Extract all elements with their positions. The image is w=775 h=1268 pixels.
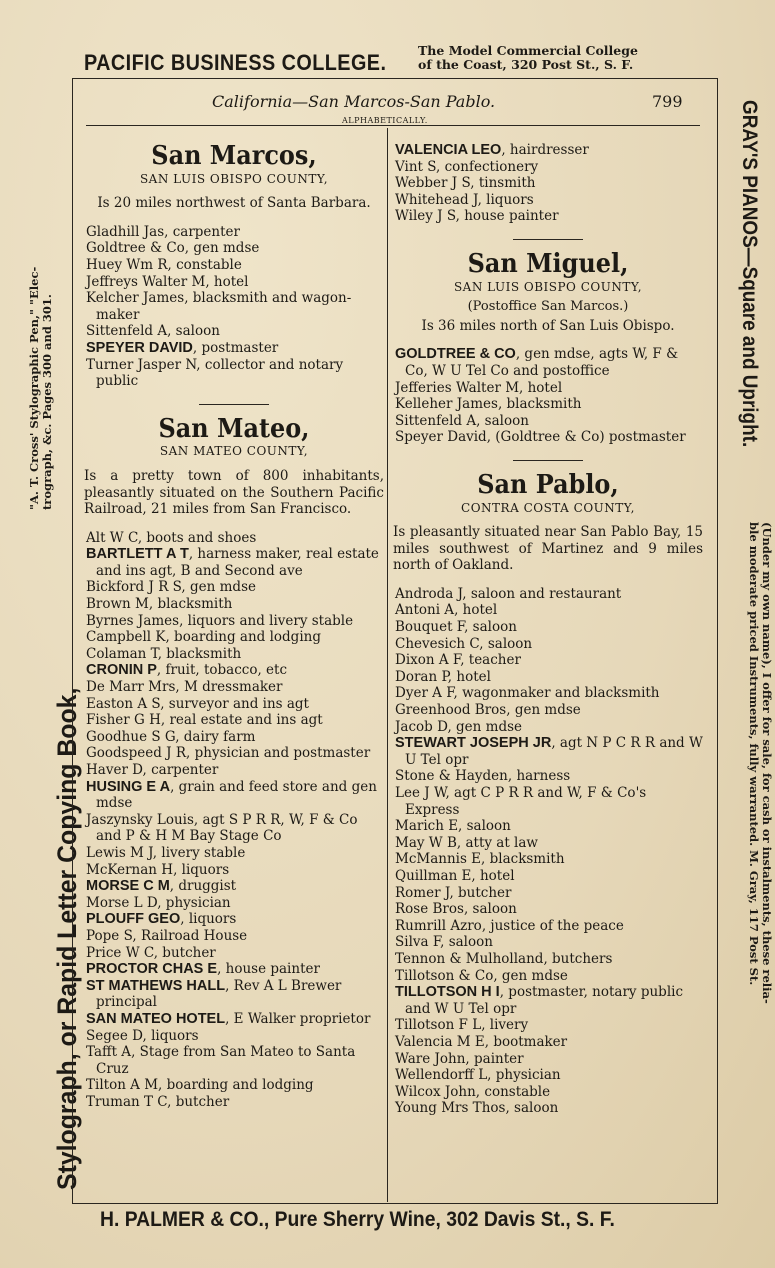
entry-name: Morse L D <box>86 894 158 911</box>
directory-entry <box>393 669 703 686</box>
bottom-advertisement: H. PALMER & CO., Pure Sherry Wine, 302 Davis St., S. F. <box>100 1208 615 1231</box>
entry-name: SAN MATEO HOTEL <box>86 1010 226 1027</box>
directory-entry <box>84 679 384 696</box>
directory-entry <box>393 1051 703 1068</box>
directory-entry <box>393 785 703 818</box>
entry-detail: , agt C P R R and W, F & Co's Express <box>405 785 647 818</box>
entry-name: Androda J <box>395 585 463 602</box>
entry-detail: , atty at law <box>456 834 538 851</box>
entry-name: Tillotson F L <box>395 1017 482 1034</box>
section-san-marcos <box>84 141 384 390</box>
entry-name: Quillman E <box>395 867 472 884</box>
top-ad-tagline-line-1: The Model Commercial College <box>418 43 638 58</box>
directory-entry <box>393 159 703 176</box>
entry-name: Wiley J S <box>395 208 456 225</box>
column-divider <box>387 128 388 1202</box>
entry-detail: , agt S P R R, W, F & Co and P & H M Bay Stage Co <box>96 811 358 845</box>
directory-entry <box>393 429 703 446</box>
entry-name: Dixon A F <box>395 652 461 669</box>
directory-entry <box>393 984 703 1017</box>
entry-name: Lee J W <box>395 785 446 801</box>
entry-detail: , wagonmaker and blacksmith <box>453 685 660 702</box>
county-label: SAN LUIS OBISPO COUNTY, <box>139 171 329 186</box>
entry-detail: , confectionery <box>436 158 539 175</box>
section-separator <box>513 239 583 240</box>
entry-detail: , livery <box>481 1017 529 1034</box>
right-ad-small <box>747 522 773 1222</box>
entry-detail: , hotel <box>205 273 249 290</box>
entry-name: Greenhood Bros <box>395 702 507 719</box>
entry-name: Tafft A <box>86 1044 132 1061</box>
entry-name: BARTLETT A T <box>86 546 189 563</box>
entry-name: May W B <box>395 834 457 851</box>
directory-entry <box>84 762 384 779</box>
entry-detail: , real estate and ins agt <box>160 712 323 729</box>
entry-name: Lewis M J <box>86 844 153 861</box>
entry-detail: , liquors <box>180 911 237 928</box>
directory-entry <box>84 978 384 1011</box>
section-san-mateo <box>84 413 384 1111</box>
entry-name: Fisher G H <box>86 712 161 729</box>
directory-entry <box>393 818 703 835</box>
entry-name: Rumrill Azro <box>395 917 482 934</box>
directory-entry <box>84 224 384 241</box>
directory-entry <box>84 1044 384 1077</box>
entry-detail: , fruit, tobacco, etc <box>156 662 288 679</box>
entry-detail: , blacksmith <box>497 396 582 413</box>
entry-detail: , agt N P C R R and W U Tel opr <box>405 735 703 768</box>
entry-name: Kelleher James <box>395 396 498 413</box>
town-description: Is 20 miles northwest of Santa Barbara. <box>97 195 371 212</box>
entry-name: Goldtree & Co <box>86 240 185 257</box>
directory-entry <box>84 895 384 912</box>
entry-name: TILLOTSON H I <box>395 984 500 1001</box>
entry-detail: , harness <box>507 768 571 785</box>
directory-entry <box>84 596 384 613</box>
town-description: Is pleasantly situated near San Pablo Bay, 15 miles southwest of Martinez and 9 miles north of Oakland. <box>393 524 703 574</box>
entry-name: VALENCIA LEO <box>395 142 502 158</box>
directory-entry <box>393 346 703 379</box>
entry-name: Romer J <box>395 884 450 901</box>
left-ad-main: Stylograph, or Rapid Letter Copying Book, <box>52 687 82 1190</box>
entry-list <box>393 346 703 446</box>
directory-entry <box>393 1084 703 1101</box>
entry-detail: , gen mdse <box>447 718 522 735</box>
entry-detail: , druggist <box>169 878 237 895</box>
entry-detail: , butcher <box>449 884 512 901</box>
section-san-marcos-continued <box>393 142 703 225</box>
entry-name: Ware John <box>395 1050 466 1067</box>
directory-entry <box>84 290 384 323</box>
entry-name: Tilton A M <box>86 1077 159 1094</box>
entry-detail: , hotel <box>447 668 491 685</box>
entry-name: Wellendorff L <box>395 1067 488 1084</box>
directory-entry <box>393 1100 703 1117</box>
entry-detail: , gen mdse, agts W, F & Co, W U Tel Co and postoffice <box>405 346 679 379</box>
entry-detail: , saloon <box>440 934 493 951</box>
directory-entry <box>84 240 384 257</box>
entry-name: Tennon & Mulholland <box>395 950 544 967</box>
entry-detail: , postmaster <box>192 339 279 356</box>
directory-entry <box>84 878 384 895</box>
entry-name: Turner Jasper N <box>86 356 197 373</box>
entry-detail: , saloon <box>464 619 517 636</box>
entry-detail: , physician <box>487 1067 561 1084</box>
entry-name: HUSING E A <box>86 778 171 795</box>
directory-entry <box>84 712 384 729</box>
entry-name: Gladhill Jas <box>86 223 165 240</box>
directory-entry <box>393 735 703 768</box>
entry-name: Goodhue S G <box>86 728 176 745</box>
entry-detail: , butchers <box>543 950 613 967</box>
entry-detail: , carpenter <box>164 223 240 240</box>
entry-detail: , blacksmith <box>148 596 233 613</box>
entry-detail: , liquors <box>173 861 230 878</box>
entry-detail: , postmaster, notary public and W U Tel opr <box>405 984 684 1017</box>
directory-entry <box>84 696 384 713</box>
entry-name: McMannis E <box>395 851 482 868</box>
top-ad-tagline <box>418 44 638 72</box>
directory-entry <box>393 702 703 719</box>
entry-detail: , liquors <box>477 191 534 208</box>
directory-entry <box>393 1017 703 1034</box>
right-ad-main: GRAY'S PIANOS—Square and Upright. <box>738 100 761 448</box>
entry-name: STEWART JOSEPH JR <box>395 735 552 752</box>
entry-detail: , livery stable <box>152 844 246 861</box>
top-ad-name: PACIFIC BUSINESS COLLEGE. <box>84 50 387 75</box>
entry-detail: , carpenter <box>142 762 219 778</box>
directory-entry <box>393 1067 703 1084</box>
entry-name: Price W C <box>86 944 154 961</box>
directory-entry <box>393 175 703 192</box>
directory-entry <box>84 729 384 746</box>
page-subtitle: ALPHABETICALLY. <box>342 116 428 125</box>
entry-detail: , constable <box>475 1083 551 1100</box>
entry-detail: , hotel <box>471 867 515 884</box>
entry-name: Dyer A F <box>395 685 454 702</box>
entry-detail: , Railroad House <box>132 927 248 944</box>
postoffice-note: (Postoffice San Marcos.) <box>467 299 629 315</box>
entry-detail: , butcher <box>153 944 216 961</box>
directory-entry <box>393 868 703 885</box>
entry-name: Segee D <box>86 1027 143 1044</box>
entry-detail: , saloon and restaurant <box>462 585 622 602</box>
entry-detail: , house painter <box>455 208 559 225</box>
entry-name: GOLDTREE & CO <box>395 346 516 363</box>
town-heading: San Marcos, <box>151 141 317 171</box>
entry-name: Bouquet F <box>395 619 465 636</box>
entry-detail: , teacher <box>460 652 521 669</box>
entry-name: Goodspeed J R <box>86 745 187 762</box>
entry-detail: , tinsmith <box>470 175 536 192</box>
directory-entry <box>84 845 384 862</box>
entry-detail: , butcher <box>167 1093 230 1110</box>
entry-name: PLOUFF GEO <box>86 911 181 928</box>
section-separator <box>513 460 583 461</box>
right-ad-small-line-2: ble moderate priced Instruments, fully warranted. M. Gray, 117 Post St. <box>747 522 761 986</box>
directory-entry <box>393 636 703 653</box>
entry-detail: , saloon <box>479 635 533 652</box>
entry-list <box>393 142 703 225</box>
entry-detail: , saloon <box>167 323 220 340</box>
directory-entry <box>393 851 703 868</box>
entry-name: Kelcher James <box>86 290 185 307</box>
left-ad-small <box>28 130 54 510</box>
entry-detail: , E Walker proprietor <box>225 1010 371 1027</box>
page-number: 799 <box>652 92 683 111</box>
entry-detail: , liquors <box>142 1027 199 1044</box>
directory-entry <box>84 1094 384 1111</box>
entry-name: Truman T C <box>86 1093 168 1110</box>
entry-detail: , saloon <box>458 818 511 835</box>
entry-detail: , gen mdse <box>493 967 568 984</box>
directory-entry <box>393 413 703 430</box>
directory-entry <box>393 918 703 935</box>
entry-name: Vint S <box>395 158 437 175</box>
directory-entry <box>84 911 384 928</box>
entry-list <box>84 224 384 390</box>
town-description: Is a pretty town of 800 inhabitants, pleasantly situated on the Southern Pacific Railroad, 21 miles from San Francisco. <box>84 467 384 518</box>
directory-entry <box>393 719 703 736</box>
entry-detail: , constable <box>167 256 242 273</box>
entry-name: ST MATHEWS HALL <box>86 977 226 994</box>
directory-entry <box>393 934 703 951</box>
directory-entry <box>393 602 703 619</box>
directory-entry <box>393 1034 703 1051</box>
entry-detail: , dairy farm <box>175 728 256 745</box>
section-san-pablo <box>393 469 703 1117</box>
entry-detail: , boots and shoes <box>137 529 257 546</box>
directory-entry <box>393 619 703 636</box>
directory-entry <box>84 928 384 945</box>
left-ad-small-line-2: trograph, &c. Pages 300 and 301. <box>40 294 54 510</box>
directory-entry <box>84 530 384 547</box>
directory-entry <box>393 396 703 413</box>
entry-detail: , saloon <box>463 901 517 918</box>
section-separator <box>199 404 269 405</box>
directory-entry <box>84 546 384 579</box>
section-san-miguel <box>393 248 703 446</box>
directory-entry <box>84 1028 384 1045</box>
entry-name: Webber J S <box>395 175 471 192</box>
entry-name: Jefferies Walter M <box>395 379 520 396</box>
entry-detail: , blacksmith <box>481 851 565 868</box>
right-ad-small-line-1: (Under my own name), I offer for sale, for cash or instalments, these relia- <box>760 522 774 1004</box>
entry-detail: , collector and notary public <box>96 356 344 390</box>
directory-entry <box>84 961 384 978</box>
directory-entry <box>393 768 703 785</box>
entry-name: Wilcox John <box>395 1083 476 1100</box>
entry-name: De Marr Mrs <box>86 679 176 696</box>
entry-name: Sittenfeld A <box>86 323 168 340</box>
entry-detail: , (Goldtree & Co) postmaster <box>486 429 686 446</box>
entry-detail: , physician and postmaster <box>186 745 371 762</box>
top-ad-tagline-line-2: of the Coast, 320 Post St., S. F. <box>418 57 634 72</box>
directory-entry <box>393 968 703 985</box>
entry-name: Stone & Hayden <box>395 768 508 785</box>
directory-entry <box>84 862 384 879</box>
entry-detail: , saloon <box>476 412 529 429</box>
running-header <box>86 92 686 126</box>
directory-entry <box>393 192 703 209</box>
entry-name: Doran P <box>395 668 448 685</box>
entry-name: Haver D <box>86 762 143 778</box>
directory-entry <box>84 357 384 390</box>
directory-entry <box>84 1011 384 1028</box>
entry-detail: , surveyor and ins agt <box>160 695 309 712</box>
directory-entry <box>84 613 384 630</box>
entry-name: Byrnes James <box>86 612 180 629</box>
directory-entry <box>84 274 384 291</box>
entry-name: PROCTOR CHAS E <box>86 961 218 978</box>
entry-name: Antoni A <box>395 602 455 619</box>
directory-entry <box>84 340 384 357</box>
entry-name: Bickford J R S <box>86 579 182 596</box>
directory-entry <box>84 812 384 845</box>
entry-detail: , justice of the peace <box>481 917 624 934</box>
directory-entry <box>393 885 703 902</box>
entry-name: Easton A S <box>86 695 161 712</box>
entry-detail: , grain and feed store and gen mdse <box>96 778 377 812</box>
county-label: CONTRA COSTA COUNTY, <box>461 500 635 515</box>
entry-detail: , blacksmith <box>157 645 242 662</box>
entry-name: CRONIN P <box>86 662 157 679</box>
entry-name: Tillotson & Co <box>395 967 494 984</box>
entry-name: Pope S <box>86 927 133 944</box>
directory-entry <box>393 652 703 669</box>
entry-detail: , painter <box>465 1050 524 1067</box>
entry-name: Alt W C <box>86 529 138 546</box>
page-title: California—San Marcos-San Pablo. <box>212 92 496 111</box>
directory-entry <box>393 835 703 852</box>
entry-list <box>393 586 703 1117</box>
entry-detail: , hotel <box>454 602 498 619</box>
directory-entry <box>84 662 384 679</box>
entry-name: Sittenfeld A <box>395 412 477 429</box>
entry-detail: , boarding and lodging <box>158 1077 314 1094</box>
entry-name: Marich E <box>395 818 459 835</box>
entry-name: Whitehead J <box>395 191 478 208</box>
entry-name: Silva F <box>395 934 441 951</box>
county-label: SAN MATEO COUNTY, <box>159 444 309 459</box>
directory-entry <box>84 945 384 962</box>
entry-detail: , saloon <box>505 1100 559 1117</box>
entry-detail: , harness maker, real estate and ins agt, B and Second ave <box>96 546 379 579</box>
entry-detail: , bootmaker <box>484 1033 568 1050</box>
entry-detail: , house painter <box>217 961 320 978</box>
directory-entry <box>393 208 703 225</box>
entry-list <box>84 530 384 1111</box>
entry-detail: , blacksmith and wagon-maker <box>96 290 352 323</box>
directory-entry <box>84 745 384 762</box>
directory-entry <box>84 323 384 340</box>
left-column <box>84 130 384 1110</box>
entry-name: Young Mrs Thos <box>395 1100 506 1117</box>
directory-entry <box>393 901 703 918</box>
entry-name: Chevesich C <box>395 635 480 652</box>
entry-detail: , gen mdse <box>184 240 260 257</box>
entry-detail: , boarding and lodging <box>165 629 321 646</box>
entry-name: Jaszynsky Louis <box>86 811 194 828</box>
town-description: Is 36 miles north of San Luis Obispo. <box>421 317 675 334</box>
left-ad-small-line-1: "A. T. Cross' Stylographic Pen," "Elec- <box>27 266 41 510</box>
entry-name: Jacob D <box>395 718 448 735</box>
entry-detail: , M dressmaker <box>175 679 283 696</box>
directory-entry <box>393 380 703 397</box>
entry-name: Jeffreys Walter M <box>86 273 206 290</box>
entry-detail: , hotel <box>519 379 563 396</box>
town-heading: San Miguel, <box>467 248 629 279</box>
entry-name: Rose Bros <box>395 901 464 918</box>
entry-detail: , Rev A L Brewer principal <box>96 977 342 1011</box>
entry-name: Speyer David <box>395 429 487 446</box>
entry-name: McKernan H <box>86 861 174 878</box>
directory-entry <box>84 779 384 812</box>
entry-name: SPEYER DAVID <box>86 339 193 356</box>
entry-detail: , gen mdse <box>181 579 256 596</box>
town-heading: San Pablo, <box>477 469 619 500</box>
directory-entry <box>393 685 703 702</box>
entry-name: Colaman T <box>86 645 158 662</box>
entry-detail: , physician <box>157 894 231 911</box>
entry-detail: , liquors and livery stable <box>179 612 354 629</box>
entry-name: Brown M <box>86 596 149 613</box>
entry-name: Campbell K <box>86 629 166 646</box>
entry-detail: , Stage from San Mateo to Santa Cruz <box>96 1044 356 1077</box>
directory-entry <box>84 1077 384 1094</box>
entry-name: MORSE C M <box>86 878 170 895</box>
directory-entry <box>84 257 384 274</box>
directory-entry <box>84 579 384 596</box>
entry-name: Huey Wm R <box>86 256 168 273</box>
directory-entry <box>393 951 703 968</box>
town-heading: San Mateo, <box>158 413 310 444</box>
right-column <box>393 130 703 1117</box>
directory-entry <box>84 629 384 646</box>
entry-detail: , hairdresser <box>501 142 589 158</box>
header-rule <box>86 125 700 126</box>
directory-entry <box>393 586 703 603</box>
directory-entry <box>84 646 384 663</box>
entry-detail: , gen mdse <box>506 702 581 719</box>
entry-name: Valencia M E <box>395 1033 485 1050</box>
directory-entry <box>393 142 703 159</box>
county-label: SAN LUIS OBISPO COUNTY, <box>453 279 643 294</box>
